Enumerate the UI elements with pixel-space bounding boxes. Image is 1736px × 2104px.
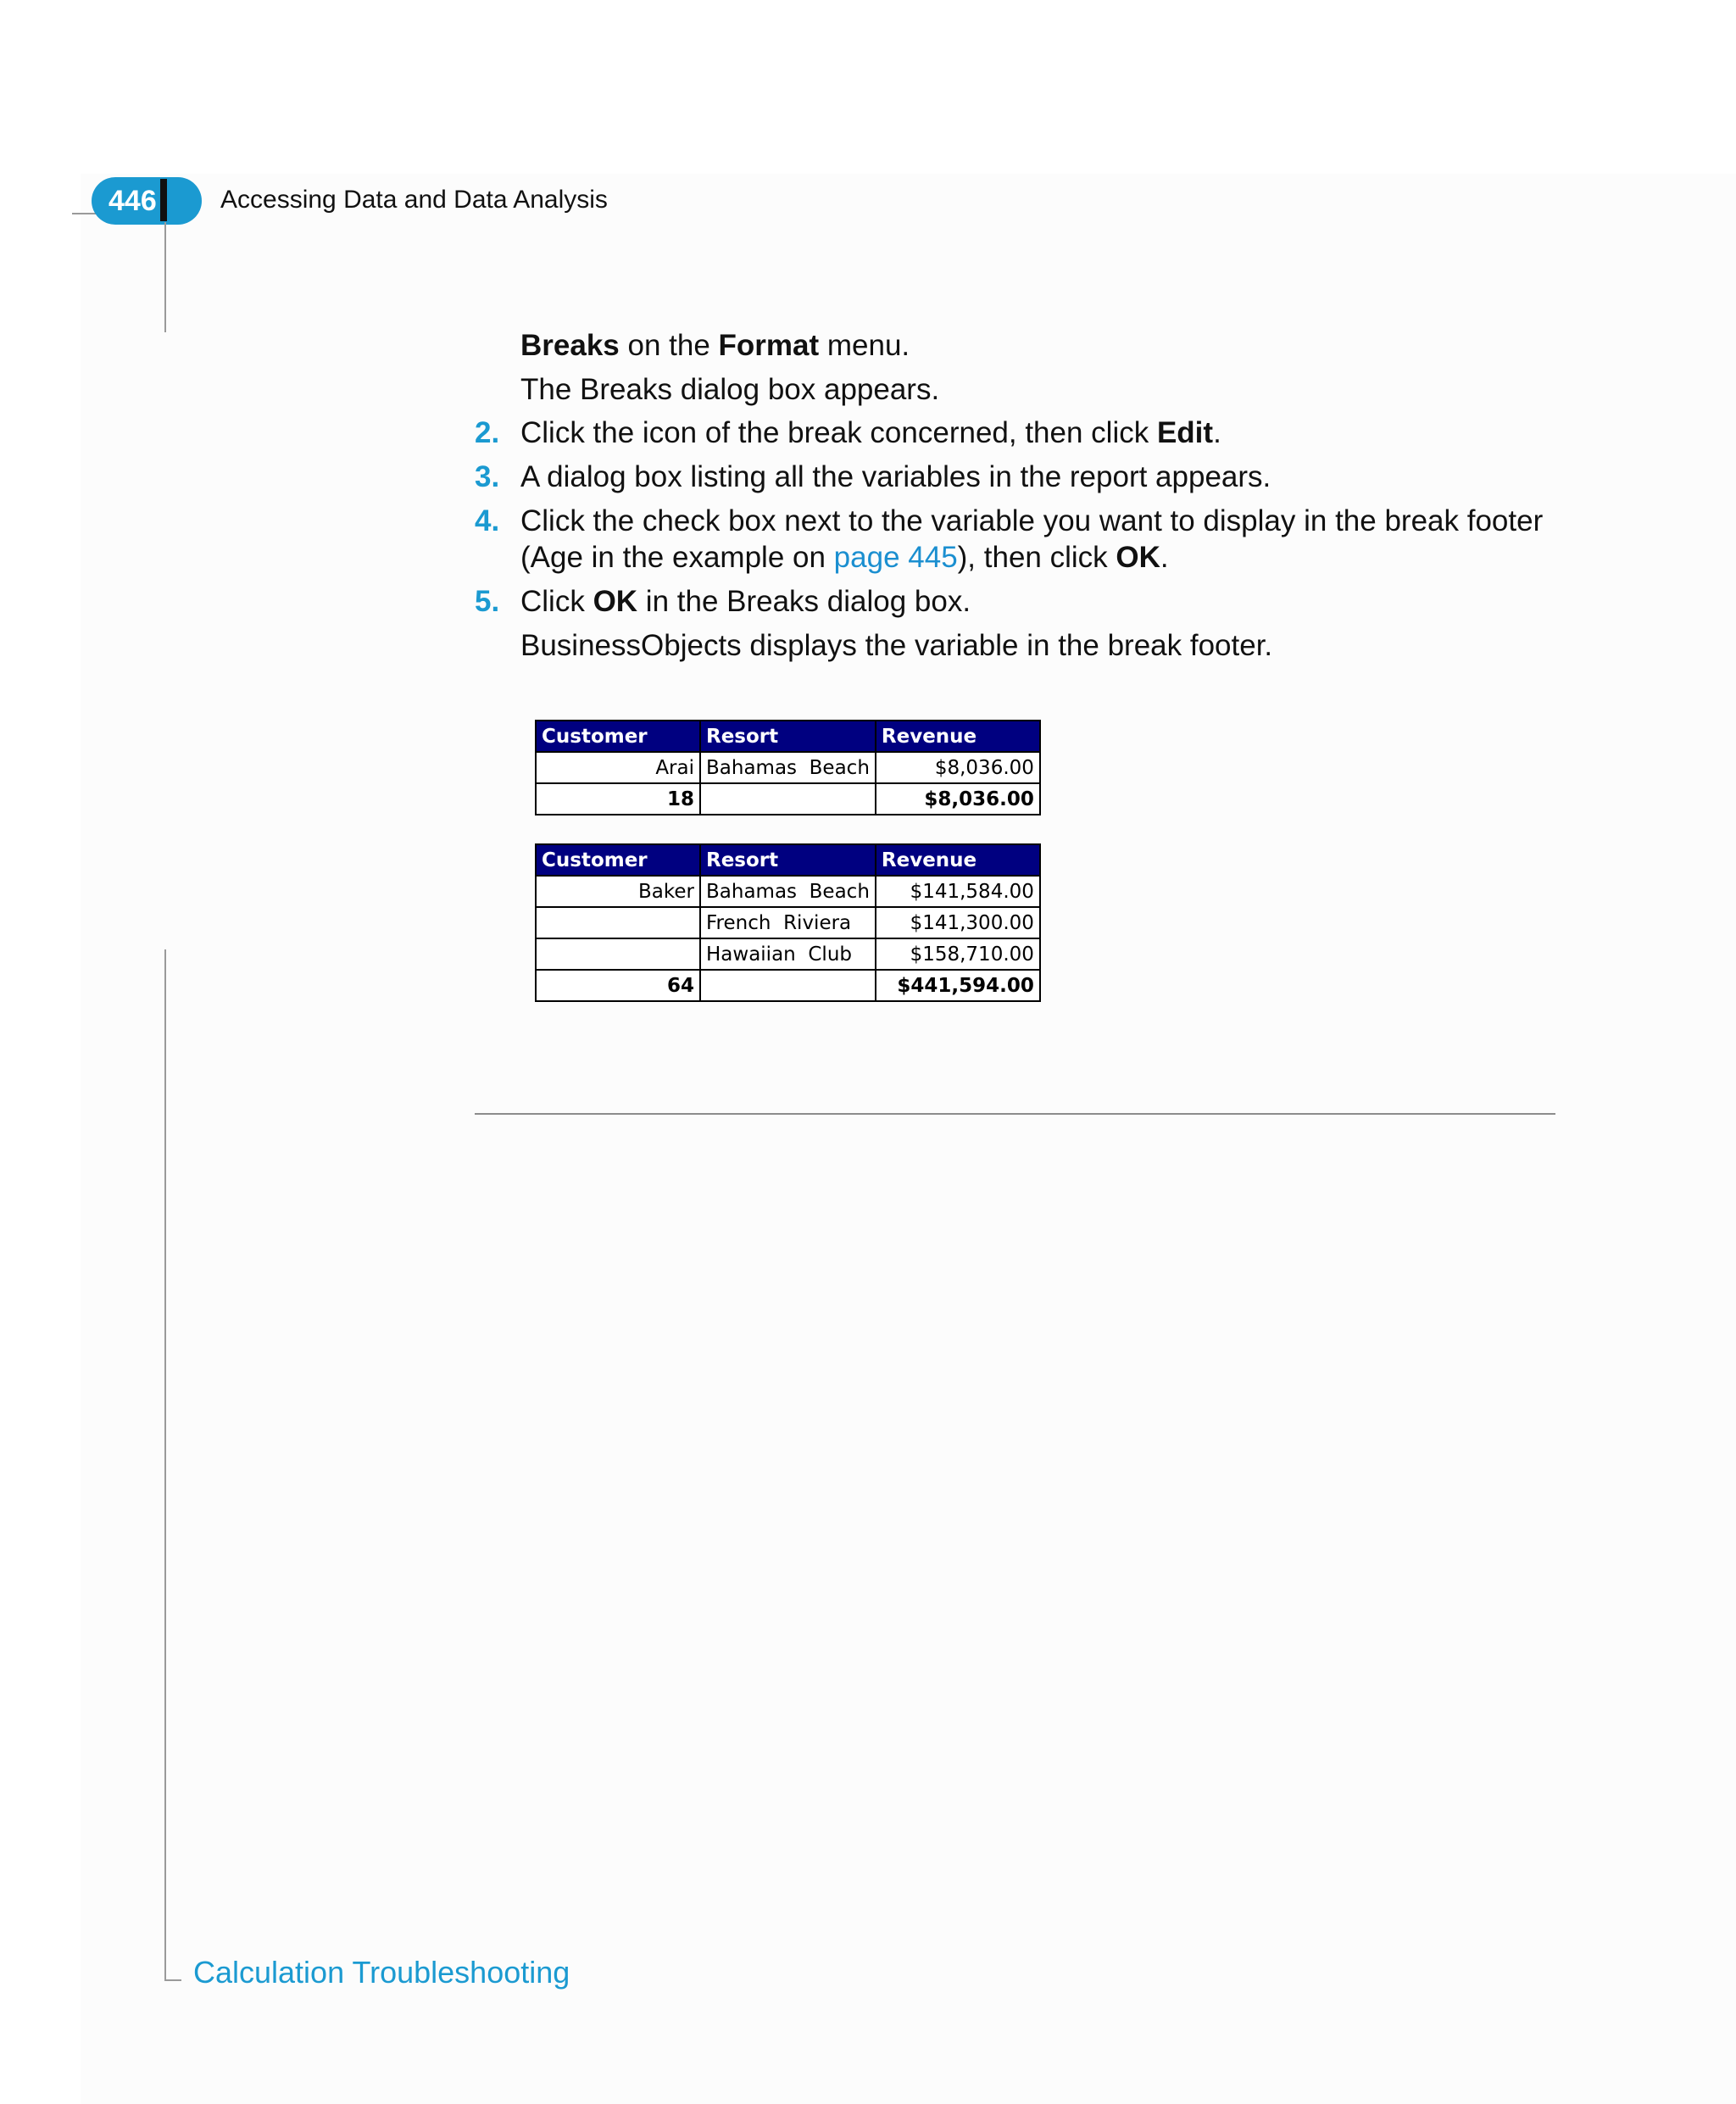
table-row <box>536 907 1040 938</box>
result-text: BusinessObjects displays the variable in the break footer. <box>520 629 1273 662</box>
column-header-customer: Customer <box>536 844 700 876</box>
cell-resort: French Riviera <box>700 907 876 938</box>
text-fragment: ), then click <box>957 541 1116 574</box>
bold-edit: Edit <box>1156 416 1214 449</box>
table-header-row <box>536 721 1040 752</box>
cell-resort: Bahamas Beach <box>700 752 876 783</box>
procedure-line-2: The Breaks dialog box appears. <box>520 373 940 406</box>
text-fragment: (Age in the example on <box>520 541 834 574</box>
table-header-row <box>536 844 1040 876</box>
page-445-link[interactable]: page 445 <box>833 541 958 574</box>
cell-customer: Arai <box>536 752 700 783</box>
text-fragment: in the Breaks dialog box. <box>637 585 971 618</box>
page-number: 446 <box>108 185 157 217</box>
cell-revenue: $158,710.00 <box>876 938 1040 970</box>
report-table-arai <box>535 720 1041 815</box>
table-break-footer-row <box>536 783 1040 815</box>
step-4-text-line-1: Click the check box next to the variable you want to display in the break footer <box>520 504 1544 537</box>
page-number-divider <box>160 179 167 221</box>
bold-format: Format <box>718 329 820 362</box>
cell-revenue: $8,036.00 <box>876 752 1040 783</box>
table-row <box>536 876 1040 907</box>
cell-customer <box>536 907 700 938</box>
table-row <box>536 938 1040 970</box>
cell-resort: Bahamas Beach <box>700 876 876 907</box>
margin-rule-top <box>164 222 166 332</box>
step-4-text-line-2 <box>520 539 1169 576</box>
bold-ok: OK <box>1116 541 1160 574</box>
footer-resort <box>700 783 876 815</box>
report-table-baker <box>535 843 1041 1002</box>
step-number-5: 5. <box>475 585 500 618</box>
footer-resort <box>700 970 876 1001</box>
cell-customer: Baker <box>536 876 700 907</box>
column-header-revenue: Revenue <box>876 721 1040 752</box>
procedure-line-1 <box>520 327 910 365</box>
bold-breaks: Breaks <box>520 329 620 362</box>
table-break-footer-row <box>536 970 1040 1001</box>
text-fragment: on the <box>619 329 719 362</box>
step-5-text <box>520 583 971 621</box>
section-end-rule <box>475 1113 1555 1115</box>
running-footer-section-title: Calculation Troubleshooting <box>193 1955 570 1990</box>
footer-revenue-total: $8,036.00 <box>876 783 1040 815</box>
footer-customer-age: 64 <box>536 970 700 1001</box>
step-number-4: 4. <box>475 504 500 537</box>
column-header-resort: Resort <box>700 721 876 752</box>
table-row <box>536 752 1040 783</box>
bold-ok: OK <box>593 585 638 618</box>
running-header-title: Accessing Data and Data Analysis <box>220 186 608 214</box>
column-header-resort: Resort <box>700 844 876 876</box>
margin-rule-hook <box>164 1979 181 1981</box>
footer-customer-age: 18 <box>536 783 700 815</box>
text-fragment: menu. <box>819 329 910 362</box>
cell-revenue: $141,300.00 <box>876 907 1040 938</box>
step-3-text: A dialog box listing all the variables in the report appears. <box>520 460 1271 493</box>
column-header-customer: Customer <box>536 721 700 752</box>
cell-resort: Hawaiian Club <box>700 938 876 970</box>
margin-rule-bottom <box>164 949 166 1981</box>
text-fragment: . <box>1213 416 1221 449</box>
cell-revenue: $141,584.00 <box>876 876 1040 907</box>
cell-customer <box>536 938 700 970</box>
step-2-text <box>520 415 1221 452</box>
step-number-3: 3. <box>475 460 500 493</box>
column-header-revenue: Revenue <box>876 844 1040 876</box>
text-fragment: Click <box>520 585 593 618</box>
text-fragment: . <box>1160 541 1169 574</box>
text-fragment: Click the icon of the break concerned, then click <box>520 416 1157 449</box>
footer-revenue-total: $441,594.00 <box>876 970 1040 1001</box>
step-number-2: 2. <box>475 416 500 449</box>
